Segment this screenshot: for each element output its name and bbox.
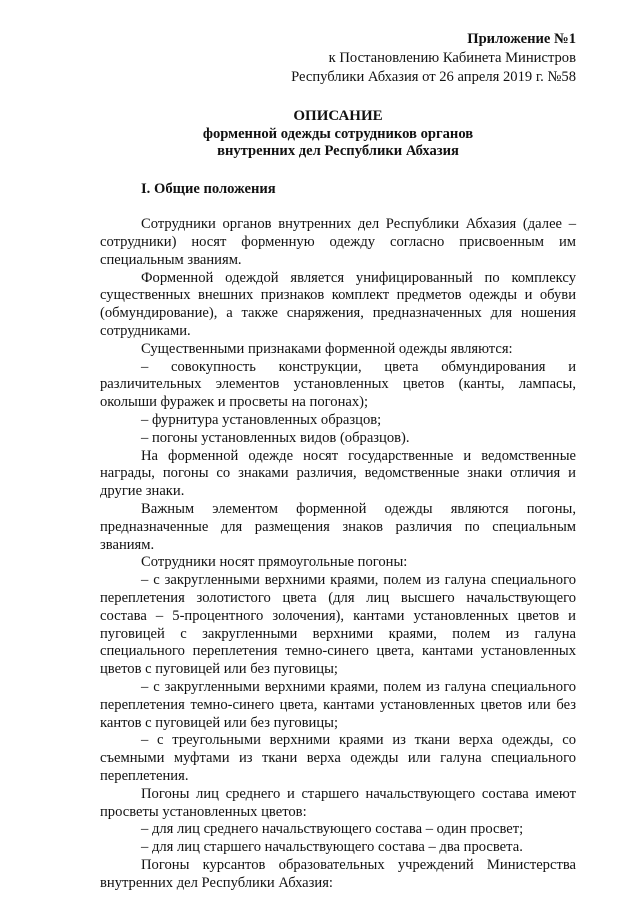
list-item: – с закругленными верхними краями, полем из галуна специального переплетения темно-синего цвета, кантами установленных цветов или без кантов с пуговицей или без пуговицы;	[100, 679, 576, 731]
paragraph: Существенными признаками форменной одежды являются:	[141, 340, 513, 357]
title-main: ОПИСАНИЕ	[293, 108, 383, 124]
list-item: – для лиц среднего начальствующего состава – один просвет;	[141, 821, 524, 838]
section-heading: I. Общие положения	[141, 180, 276, 197]
list-item: – с треугольными верхними краями из ткани верха одежды, со съемными муфтами из ткани верха одежды или галуна специального переплетения.	[100, 732, 576, 784]
list-item: – фурнитура установленных образцов;	[141, 412, 382, 429]
paragraph: Важным элементом форменной одежды являются погоны, предназначенные для размещения знаков различия по специальным званиям.	[100, 501, 576, 553]
paragraph: На форменной одежде носят государственные и ведомственные награды, погоны со знаками различия, ведомственные знаки отличия и другие знаки.	[100, 447, 576, 500]
list-item: – с закругленными верхними краями, полем из галуна специального переплетения золотистого цвета (для лиц высшего начальствующего состава – 5-процентного золочения), кантами установленных цветов и пуговицей с закругленными верхними краями, полем из галуна специального переплетения темно-синего цвета, кантами установленных цветов с пуговицей или без пуговицы;	[100, 572, 576, 678]
section-body	[100, 216, 576, 892]
list-item: – погоны установленных видов (образцов).	[141, 429, 410, 446]
appendix-header	[100, 30, 576, 87]
paragraph: Погоны лиц среднего и старшего начальствующего состава имеют просветы установленных цветов:	[100, 785, 576, 820]
appendix-line-2: Республики Абхазия от 26 апреля 2019 г. №58	[291, 69, 576, 85]
document-title	[100, 108, 576, 161]
list-item: – для лиц старшего начальствующего состава – два просвета.	[141, 839, 523, 856]
list-item: – совокупность конструкции, цвета обмундирования и различительных элементов установленных цветов (канты, лампасы, околыши фуражек и просветы на погонах);	[100, 358, 576, 411]
paragraph: Сотрудники носят прямоугольные погоны:	[141, 554, 408, 571]
document-page	[100, 30, 576, 893]
title-line-3: внутренних дел Республики Абхазия	[217, 143, 459, 159]
paragraph: Погоны курсантов образовательных учреждений Министерства внутренних дел Республики Абхазия:	[100, 856, 576, 891]
paragraph: Форменной одеждой является унифицированный по комплексу существенных внешних признаков комплект предметов одежды и обуви (обмундирование), а также снаряжения, предназначенных для ношения сотрудниками.	[100, 269, 576, 340]
paragraph: Сотрудники органов внутренних дел Республики Абхазия (далее – сотрудники) носят форменную одежду согласно присвоенным им специальным званиям.	[100, 216, 576, 268]
appendix-line-1: к Постановлению Кабинета Министров	[328, 50, 576, 66]
appendix-label: Приложение №1	[467, 31, 576, 47]
title-line-2: форменной одежды сотрудников органов	[202, 125, 474, 142]
